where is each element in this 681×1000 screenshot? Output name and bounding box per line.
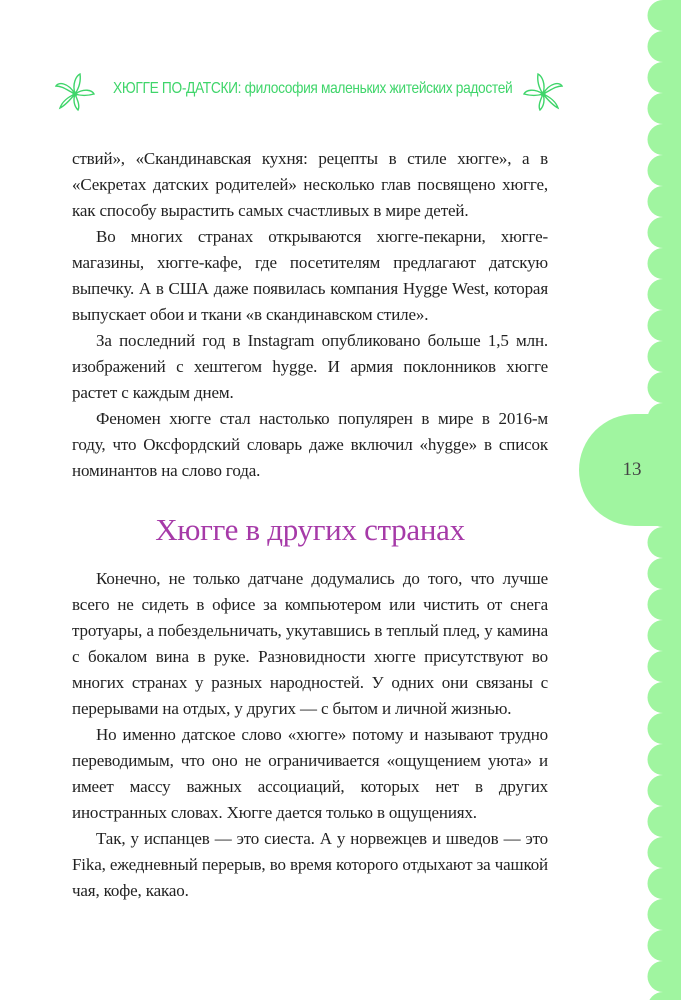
- running-title: ХЮГГЕ ПО-ДАТСКИ: философия маленьких житейских радостей: [113, 80, 513, 97]
- page-number: 13: [622, 459, 642, 480]
- page-number-tab: [579, 414, 681, 526]
- flower-leaf-icon: [54, 72, 96, 112]
- body-text-section-2: [72, 566, 548, 904]
- flower-leaf-icon: [522, 72, 564, 112]
- paragraph: Так, у испанцев — это сиеста. А у норвежцев и шведов — это Fika, ежедневный перерыв, во время которого отдыхают за чашкой чая, кофе, какао.: [72, 829, 548, 900]
- body-text-section-1: [72, 146, 548, 484]
- paragraph: Конечно, не только датчане додумались до того, что лучше всего не сидеть в офисе за компьютером или чистить от снега тротуары, а побездельничать, укутавшись в теплый плед, у камина с бокалом вина в руке. Разновидности хюгге присутствуют во многих странах у разных народностей. У одних они связаны с перерывами на отдых, у других — с бытом и личной жизнью.: [72, 569, 548, 718]
- section-heading: Хюгге в других странах: [155, 512, 465, 547]
- paragraph: ствий», «Скандинавская кухня: рецепты в стиле хюгге», а в «Секретах датских родителей» несколько глав посвящено хюгге, как способу вырастить самых счастливых в мире детей.: [72, 149, 548, 220]
- paragraph: Но именно датское слово «хюгге» потому и называют трудно переводимым, что оно не ограничивается «ощущением уюта» и имеет массу важных ассоциаций, которых нет в других иностранных словах. Хюгге дается только в ощущениях.: [72, 725, 548, 822]
- paragraph: Феномен хюгге стал настолько популярен в мире в 2016-м году, что Оксфордский словарь даже включил «hygge» в список номинантов на слово года.: [72, 409, 548, 480]
- paragraph: За последний год в Instagram опубликовано больше 1,5 млн. изображений с хештегом hygge. И армия поклонников хюгге растет с каждым днем.: [72, 331, 548, 402]
- running-header: [0, 70, 620, 114]
- paragraph: Во многих странах открываются хюгге-пекарни, хюгге-магазины, хюгге-кафе, где посетителям предлагают датскую выпечку. А в США даже появилась компания Hygge West, которая выпускает обои и ткани «в скандинавском стиле».: [72, 227, 548, 324]
